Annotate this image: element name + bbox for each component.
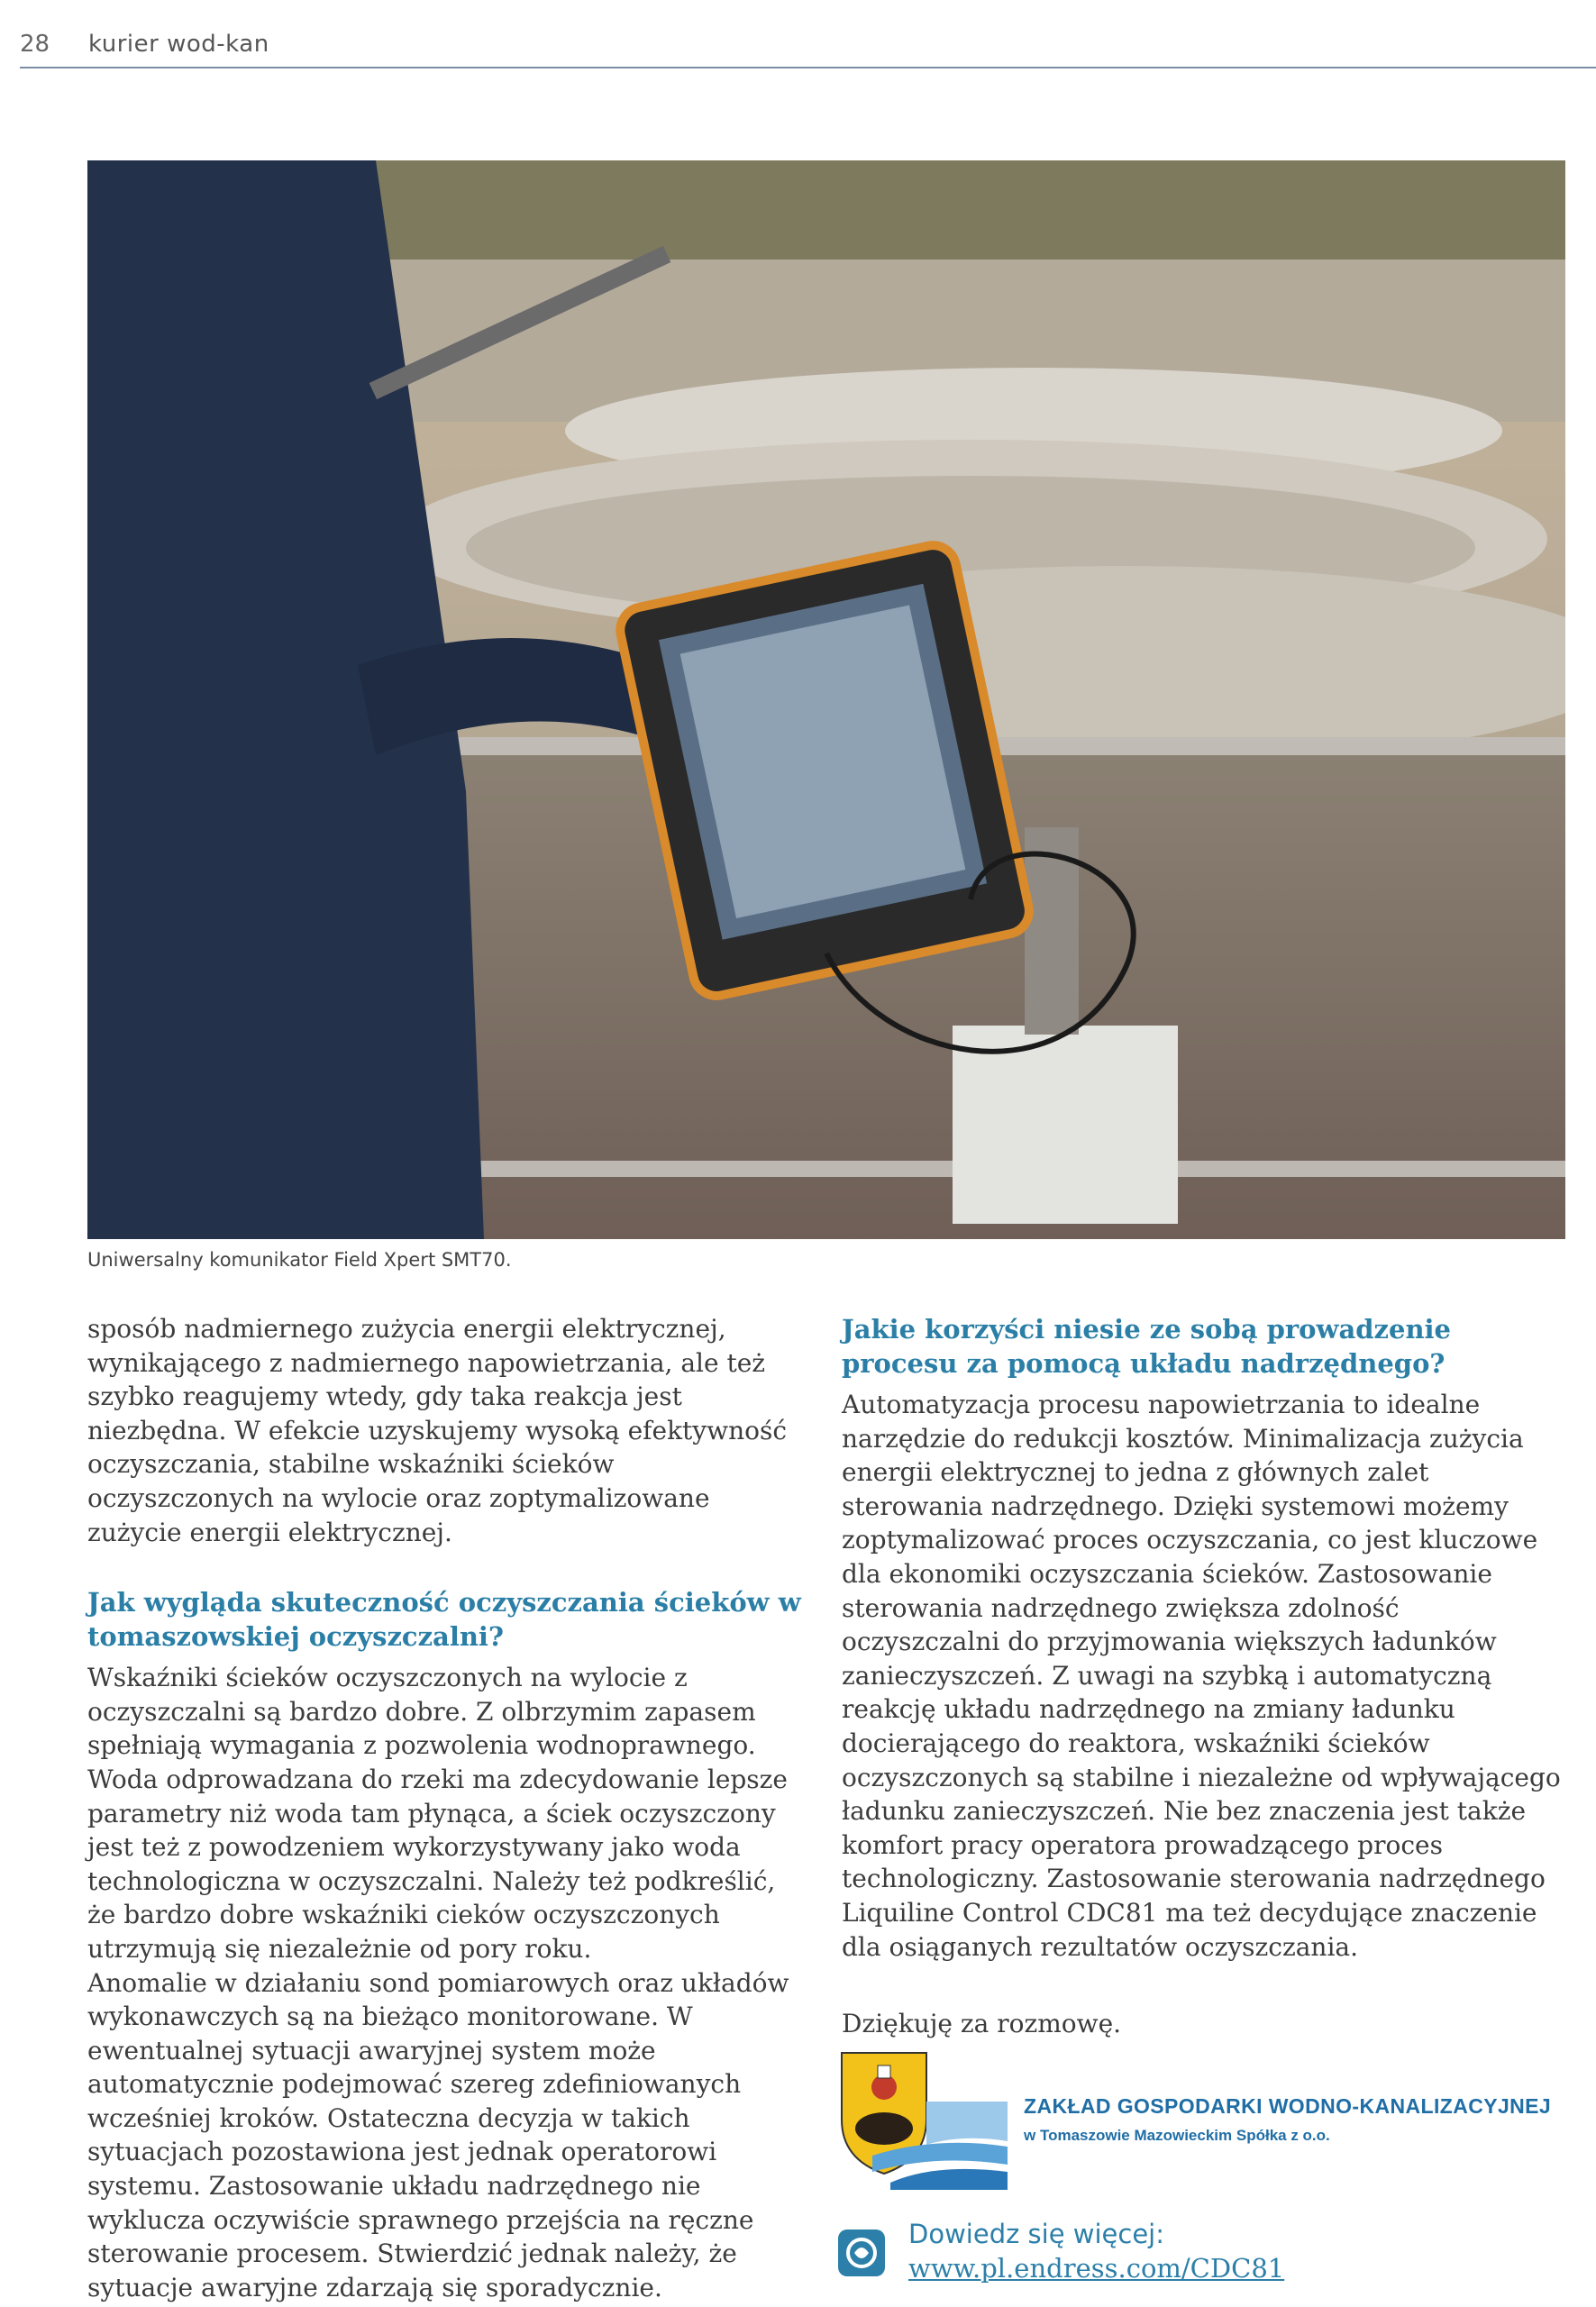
company-subtitle: w Tomaszowie Mazowieckim Spółka z o.o. <box>1024 2127 1330 2144</box>
anomalies-paragraph: Anomalie w działaniu sond pomiarowych oraz układów wykonawczych są na bieżąco monitorowane. W ewentualnej sytuacji awaryjnej system może automatycznie podejmować szereg zdefiniowanych wcześniej kroków. Ostateczna decyzja w takich sytuacjach pozostawiona jest jednak operatorowi systemu. Zastosowanie układu nadrzędnego nie wyklucza oczywiście sprawnego przejścia na ręczne sterowanie procesem. Stwierdzić jednak należy, że sytuacje awaryjne zdarzają się sporadycznie. <box>87 1967 789 2302</box>
effectiveness-paragraph: Wskaźniki ścieków oczyszczonych na wylocie z oczyszczalni są bardzo dobre. Z olbrzymim zapasem spełniają wymagania z pozwolenia wodnoprawnego. Woda odprowadzana do rzeki ma zdecydowanie lepsze parametry niż woda tam płynąca, a ściek oczyszczony jest też z powodzeniem wykorzystywany jako woda technologiczna w oczyszczalni. Należy też podkreślić, że bardzo dobre wskaźniki cieków oczyszczonych utrzymują się niezależnie od pory roku. <box>87 1663 788 1964</box>
intro-paragraph: sposób nadmiernego zużycia energii elektrycznej, wynikającego z nadmiernego napowietrzania, ale też szybko reagujemy wtedy, gdy taka reakcja jest niezbędna. W efekcie uzyskujemy wysoką efektywność oczyszczania, stabilne wskaźniki ścieków oczyszczonych na wylocie oraz zoptymalizowane zużycie energii elektrycznej. <box>87 1314 788 1547</box>
more-info <box>838 2219 1559 2291</box>
section-heading-benefits: Jakie korzyści niesie ze sobą prowadzenie procesu za pomocą układu nadrzędnego? <box>842 1314 1451 1379</box>
thanks-line: Dziękuję za rozmowę. <box>842 2009 1122 2039</box>
endress-logo-icon <box>838 2229 885 2276</box>
article-photo <box>87 160 1565 1239</box>
company-name: ZAKŁAD GOSPODARKI WODNO-KANALIZACYJNEJ <box>1024 2094 1552 2118</box>
company-logo <box>836 2047 1575 2192</box>
section-heading-effectiveness: Jak wygląda skuteczność oczyszczania ścieków w tomaszowskiej oczyszczalni? <box>87 1587 801 1653</box>
left-column <box>87 1312 808 2304</box>
right-column <box>842 1312 1563 2041</box>
photo-caption: Uniwersalny komunikator Field Xpert SMT70. <box>87 1249 512 1271</box>
benefits-paragraph: Automatyzacja procesu napowietrzania to idealne narzędzie do redukcji kosztów. Minimalizacja zużycia energii elektrycznej to jedna z głównych zalet sterowania nadrzędnego. Dzięki systemowi możemy zoptymalizować proces oczyszczania, co jest kluczowe dla ekonomiki oczyszczania ścieków. Zastosowanie sterowania nadrzędnego zwiększa zdolność oczyszczalni do przyjmowania większych ładunków zanieczyszczeń. Z uwagi na szybką i automatyczną reakcję układu nadrzędnego na zmiany ładunku docierającego do reaktora, wskaźniki ścieków oczyszczonych są stabilne i niezależne od wpływającego ładunku zanieczyszczeń. Nie bez znaczenia jest także komfort pracy operatora prowadzącego proces technologiczny. Zastosowanie sterowania nadrzędnego Liquiline Control CDC81 ma też decydujące znaczenie dla osiąganych rezultatów oczyszczania. <box>842 1390 1561 1962</box>
photo-illustration <box>87 160 1565 1239</box>
more-info-link[interactable]: www.pl.endress.com/CDC81 <box>908 2253 1285 2284</box>
page-number: 28 <box>20 31 50 58</box>
more-info-label: Dowiedz się więcej: <box>908 2219 1164 2249</box>
page-header <box>0 20 1596 65</box>
header-rule <box>20 67 1596 68</box>
magazine-name: kurier wod-kan <box>88 31 269 58</box>
coat-of-arms-icon <box>836 2047 1017 2192</box>
